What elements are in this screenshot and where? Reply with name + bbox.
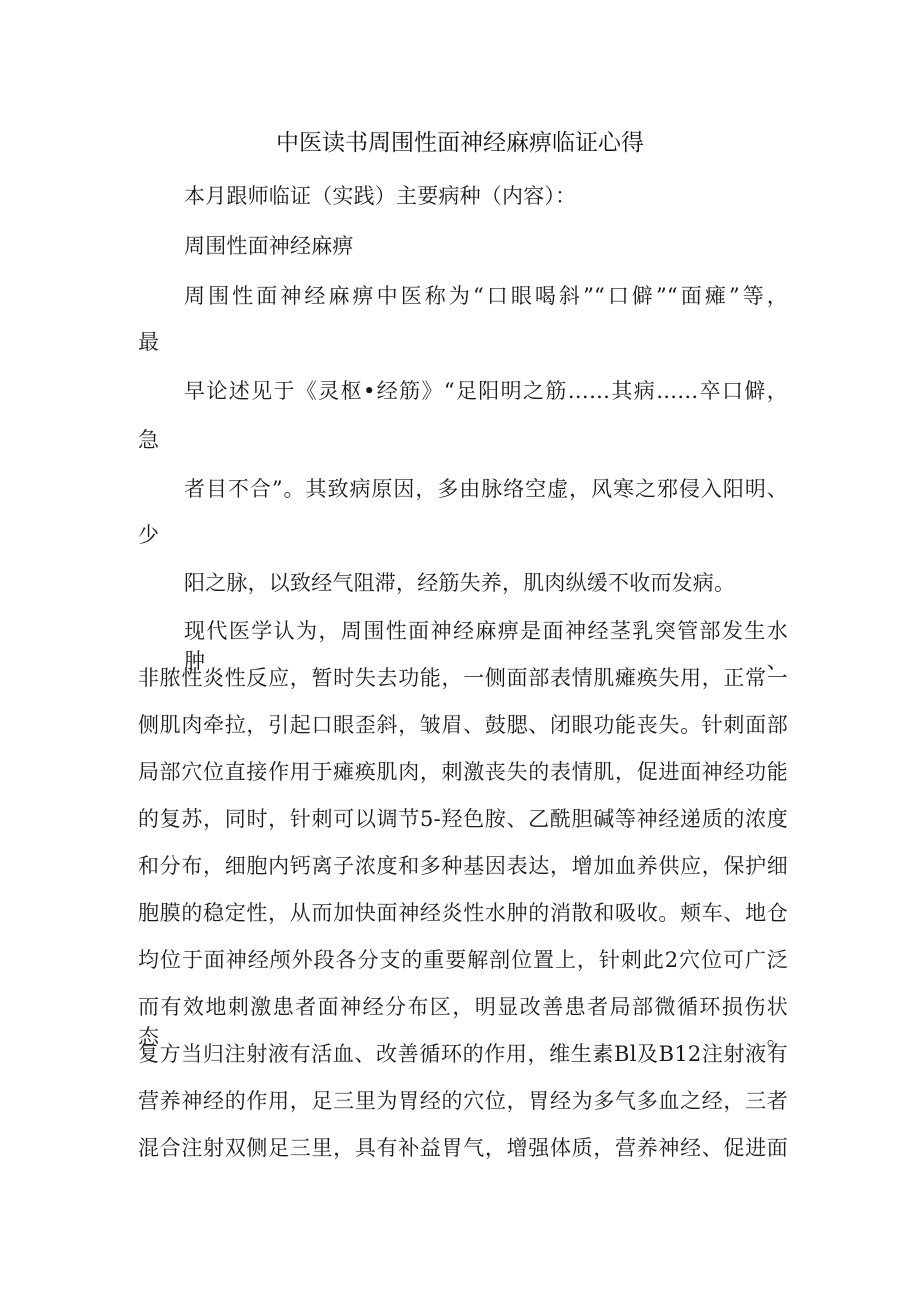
text-line: 营养神经的作用，足三里为胃经的穴位，胃经为多气多血之经，三者: [138, 1089, 788, 1113]
text-line: 侧肌肉牵拉，引起口眼歪斜，皱眉、鼓腮、闭眼功能丧失。针刺面部: [138, 713, 788, 737]
text-line: 周围性面神经麻痹: [184, 234, 354, 258]
text-line: 最: [138, 330, 160, 354]
text-line: 非脓性炎性反应，暂时失去功能，一侧面部表情肌瘫痪失用，正常一: [138, 666, 788, 690]
text-line: 周围性面神经麻痹中医称为“口眼喝斜”“口僻”“面瘫”等，: [184, 284, 788, 308]
text-line: 早论述见于《灵枢•经筋》“足阳明之筋……其病……卒口僻，: [184, 379, 788, 403]
text-line: 混合注射双侧足三里，具有补益胃气，增强体质，营养神经、促进面: [138, 1136, 788, 1160]
text-line: 均位于面神经颅外段各分支的重要解剖位置上，针刺此2穴位可广泛: [138, 948, 788, 972]
text-line: 和分布，细胞内钙离子浓度和多种基因表达，增加血养供应，保护细: [138, 854, 788, 878]
text-line: 的复苏，同时，针刺可以调节5-羟色胺、乙酰胆碱等神经递质的浓度: [138, 807, 788, 831]
text-line: 胞膜的稳定性，从而加快面神经炎性水肿的消散和吸收。颊车、地仓: [138, 901, 788, 925]
text-line: 本月跟师临证（实践）主要病种（内容）：: [184, 184, 577, 208]
text-line: 而有效地刺激患者面神经分布区，明显改善患者局部微循环损伤状态。: [138, 995, 788, 1049]
text-line: 阳之脉，以致经气阻滞，经筋失养，肌肉纵缓不收而发病。: [184, 571, 736, 595]
text-line: 急: [138, 428, 160, 452]
text-line: 少: [138, 523, 160, 547]
document-title: 中医读书周围性面神经麻痹临证心得: [276, 130, 644, 156]
text-line: 复方当归注射液有活血、改善循环的作用，维生素Bl及B12注射液有: [138, 1042, 788, 1066]
text-line: 者目不合”。其致病原因，多由脉络空虚，风寒之邪侵入阳明、: [184, 477, 788, 501]
text-line: 现代医学认为，周围性面神经麻痹是面神经茎乳突管部发生水肿、: [184, 619, 788, 673]
text-line: 局部穴位直接作用于瘫痪肌肉，刺激丧失的表情肌，促进面神经功能: [138, 760, 788, 784]
